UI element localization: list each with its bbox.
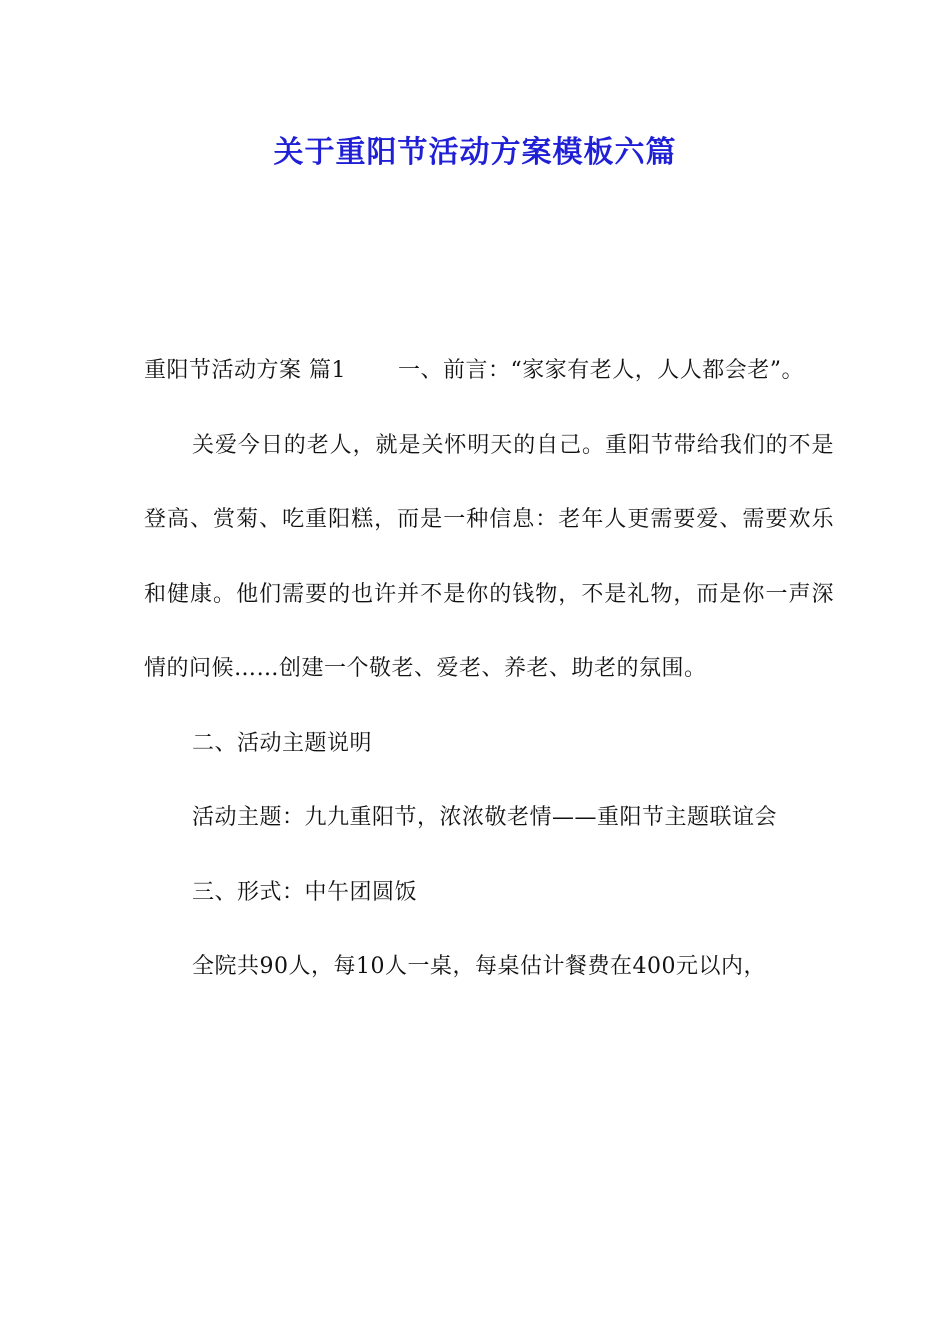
paragraph-preface: 一、前言：“家家有老人，人人都会老”。 — [398, 358, 804, 383]
paragraph-dinner: 全院共90人，每10人一桌，每桌估计餐费在400元以内， — [192, 954, 766, 979]
section-heading: 重阳节活动方案 篇1 — [144, 358, 346, 383]
document-body — [144, 334, 834, 1005]
paragraph-theme: 活动主题：九九重阳节，浓浓敬老情——重阳节主题联谊会 — [192, 805, 778, 830]
document-title: 关于重阳节活动方案模板六篇 — [273, 135, 677, 170]
paragraph-section-1 — [144, 334, 834, 409]
paragraph-body: 关爱今日的老人，就是关怀明天的自己。重阳节带给我们的不是登高、赏菊、吃重阳糕，而是一种信息：老年人更需要爱、需要欢乐和健康。他们需要的也许并不是你的钱物，不是礼物，而是你一声深情的问候……创建一个敬老、爱老、养老、助老的氛围。 — [144, 432, 834, 681]
paragraph-heading-theme: 二、活动主题说明 — [192, 730, 373, 756]
paragraph-heading-format: 三、形式：中午团圆饭 — [192, 879, 418, 905]
